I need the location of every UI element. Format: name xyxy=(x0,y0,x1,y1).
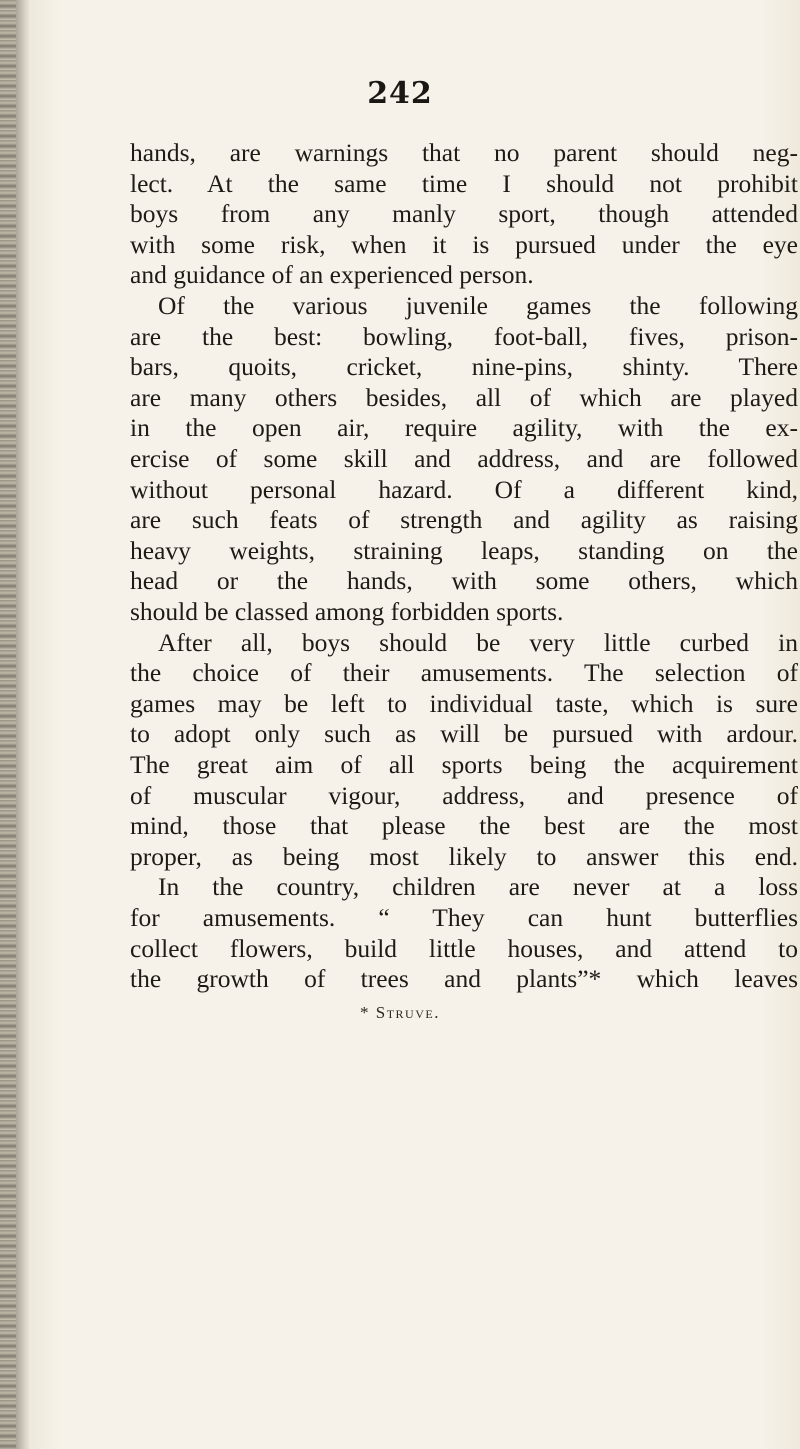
text-line: After all, boys should be very little curbed in xyxy=(158,627,798,657)
text-line: hands, are warnings that no parent should neg- xyxy=(130,138,798,167)
text-line: and guidance of an experienced person. xyxy=(130,260,534,290)
text-line: the growth of trees and plants”* which leaves xyxy=(130,964,798,994)
text-line: are the best: bowling, foot-ball, fives, prison- xyxy=(130,321,798,351)
text-line: collect flowers, build little houses, and attend to xyxy=(130,933,798,963)
text-line: with some risk, when it is pursued under the eye xyxy=(130,229,798,259)
text-line: In the country, children are never at a loss xyxy=(158,872,798,902)
text-line: head or the hands, with some others, which xyxy=(130,566,798,596)
text-line: the choice of their amusements. The selection of xyxy=(130,658,798,688)
text-line: should be classed among forbidden sports. xyxy=(130,597,564,626)
text-line: to adopt only such as will be pursued with ardour. xyxy=(130,719,798,749)
gutter-shadow xyxy=(16,0,30,1449)
book-binding-edge xyxy=(0,0,16,1449)
text-line: heavy weights, straining leaps, standing on the xyxy=(130,535,798,565)
text-line: are many others besides, all of which are played xyxy=(130,382,798,412)
text-line: are such feats of strength and agility as raising xyxy=(130,505,798,535)
text-line: for amusements. “ They can hunt butterflies xyxy=(130,903,798,932)
text-line: ercise of some skill and address, and are followed xyxy=(130,444,798,473)
text-line: boys from any manly sport, though attended xyxy=(130,199,798,229)
footnote xyxy=(0,1003,800,1023)
footnote-text: * Struve. xyxy=(360,1003,440,1022)
text-line: of muscular vigour, address, and presence of xyxy=(130,780,798,810)
text-line: games may be left to individual taste, which is sure xyxy=(130,688,798,718)
text-line: without personal hazard. Of a different kind, xyxy=(130,474,798,504)
text-line: proper, as being most likely to answer this end. xyxy=(130,841,798,871)
text-line: Of the various juvenile games the following xyxy=(158,291,798,320)
text-line: bars, quoits, cricket, nine-pins, shinty. There xyxy=(130,352,798,382)
text-line: The great aim of all sports being the acquirement xyxy=(130,750,798,779)
text-line: in the open air, require agility, with the ex- xyxy=(130,413,798,443)
text-line: lect. At the same time I should not prohibit xyxy=(130,168,798,198)
page-number: 242 xyxy=(367,76,433,111)
text-line: mind, those that please the best are the most xyxy=(130,811,798,841)
